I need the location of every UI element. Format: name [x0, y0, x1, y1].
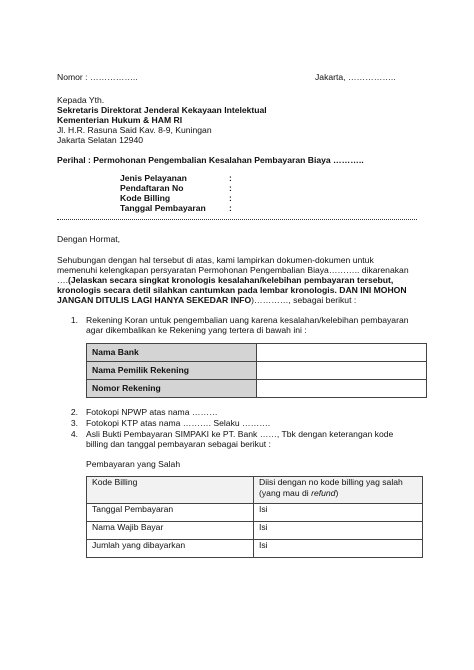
table-row: [87, 380, 427, 398]
bank-account-table: [86, 343, 427, 398]
payer-name-label: Nama Wajib Bayar: [87, 522, 254, 540]
intro-text: JANGAN DITULIS LAGI HANYA SEKEDAR INFO)…………, sebagai berikut :: [57, 295, 357, 305]
field-label: Kode Billing: [120, 193, 171, 203]
table-row: [87, 344, 427, 362]
field-colon: :: [229, 183, 232, 193]
list-item-text: Rekening Koran untuk pengembalian uang karena kesalahan/kelebihan pembayaran: [86, 315, 409, 325]
billing-code-label: Kode Billing: [87, 477, 254, 504]
intro-text: memenuhi kelengkapan persyaratan Permohonan Pengembalian Biaya……….. dikarenakan: [57, 265, 409, 275]
field-label: Pendaftaran No: [120, 183, 184, 193]
separator-dotted-line: [57, 219, 417, 220]
account-owner-label: Nama Pemilik Rekening: [87, 362, 257, 380]
recipient-title: Sekretaris Direktorat Jenderal Kekayaan Intelektual: [57, 105, 267, 115]
list-item-text: Asli Bukti Pembayaran SIMPAKI ke PT. Bank ……, Tbk dengan keterangan kode: [86, 429, 394, 439]
bank-name-value: [257, 344, 427, 362]
table-row: [87, 504, 423, 522]
amount-paid-label: Jumlah yang dibayarkan: [87, 540, 254, 558]
field-colon: :: [229, 203, 232, 213]
nomor-line: Nomor : ……………..: [57, 72, 138, 82]
greeting: Dengan Hormat,: [57, 234, 121, 244]
recipient-salutation: Kepada Yth.: [57, 95, 105, 105]
field-label: Tanggal Pembayaran: [120, 203, 206, 213]
account-number-value: [257, 380, 427, 398]
intro-text: Sehubungan dengan hal tersebut di atas, kami lampirkan dokumen-dokumen untuk: [57, 255, 374, 265]
recipient-institution: Kementerian Hukum & HAM RI: [57, 115, 183, 125]
payer-name-value: Isi: [254, 522, 423, 540]
billing-code-value: Diisi dengan no kode billing yag salah (yang mau di refund): [254, 477, 423, 504]
table-row: [87, 362, 427, 380]
subject-line: Perihal : Permohonan Pengembalian Kesalahan Pembayaran Biaya ………..: [57, 155, 364, 165]
list-number: 4.: [70, 429, 78, 439]
list-number: 1.: [70, 315, 78, 325]
list-number: 3.: [70, 418, 78, 428]
field-colon: :: [229, 173, 232, 183]
amount-paid-value: Isi: [254, 540, 423, 558]
table-row: [87, 522, 423, 540]
list-number: 2.: [70, 407, 78, 417]
payment-heading: Pembayaran yang Salah: [86, 459, 181, 469]
payment-date-value: Isi: [254, 504, 423, 522]
table-row: [87, 477, 423, 504]
payment-date-label: Tanggal Pembayaran: [87, 504, 254, 522]
account-owner-value: [257, 362, 427, 380]
intro-text: ….(Jelaskan secara singkat kronologis kesalahan/kelebihan pembayaran tersebut,: [57, 275, 394, 285]
list-item-text: billing dan tanggal pembayaran sebagai berikut :: [86, 439, 271, 449]
list-item-text: Fotokopi NPWP atas nama ………: [86, 407, 218, 417]
date-line: Jakarta, ……………..: [315, 72, 396, 82]
account-number-label: Nomor Rekening: [87, 380, 257, 398]
recipient-street: Jl. H.R. Rasuna Said Kav. 8-9, Kuningan: [57, 125, 212, 135]
list-item-text: agar dikembalikan ke Rekening yang tertera di bawah ini :: [86, 325, 307, 335]
wrong-payment-table: [86, 476, 423, 558]
table-row: [87, 540, 423, 558]
bank-name-label: Nama Bank: [87, 344, 257, 362]
field-label: Jenis Pelayanan: [120, 173, 187, 183]
recipient-city: Jakarta Selatan 12940: [57, 135, 144, 145]
list-item-text: Fotokopi KTP atas nama ………. Selaku ……….: [86, 418, 271, 428]
intro-text: kronologis secara detil silahkan cantumkan pada lembar kronologis. DAN INI MOHON: [57, 285, 407, 295]
field-colon: :: [229, 193, 232, 203]
